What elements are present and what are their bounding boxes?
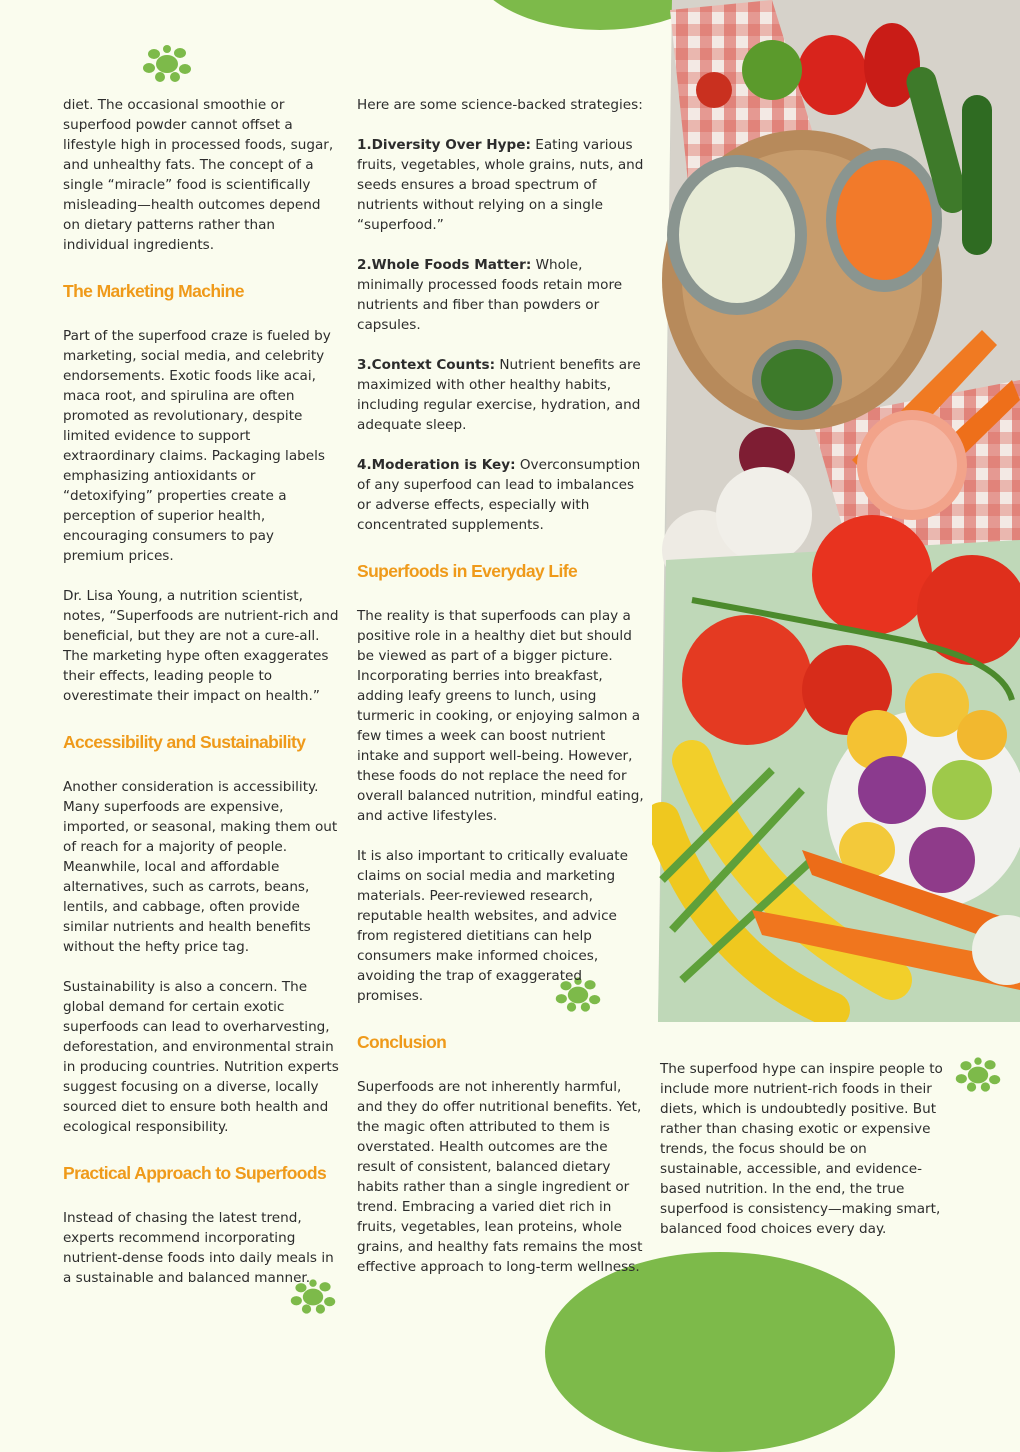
paragraph: The superfood hype can inspire people to include more nutrient-rich foods in their diets, which is undoubtedly positive. But rather than chasing exotic or expensive trends, the focus should be on sustainable, accessible, and evidence-based nutrition. In the end, the true superfood is consistency—making smart, balanced food choices every day.: [660, 1061, 943, 1237]
paragraph: diet. The occasional smoothie or superfood powder cannot offset a lifestyle high in processed foods, sugar, and unhealthy fats. The concept of a single “miracle” food is scientifically misleading—health outcomes depend on dietary patterns rather than individual ingredients.: [63, 97, 334, 253]
list-item: 1.Diversity Over Hype: Eating various fruits, vegetables, whole grains, nuts, and seeds ensures a broad spectrum of nutrients without relying on a single “superfood.”: [357, 137, 644, 233]
vegetables-illustration: [652, 0, 1020, 1022]
paragraph: Here are some science-backed strategies:: [357, 97, 643, 113]
paragraph: It is also important to critically evaluate claims on social media and marketing materials. Peer-reviewed research, reputable health websites, and advice from registered dietitians can help consumers make informed choices, avoiding the trap of exaggerated promises.: [357, 848, 628, 1004]
paragraph: Instead of chasing the latest trend, experts recommend incorporating nutrient-dense foods into daily meals in a sustainable and balanced manner.: [63, 1210, 334, 1286]
paragraph: The reality is that superfoods can play a positive role in a healthy diet but should be viewed as part of a bigger picture. Incorporating berries into breakfast, adding leafy greens to lunch, using turmeric in cooking, or enjoying salmon a few times a week can boost nutrient intake and support well-being. However, these foods do not replace the need for overall balanced nutrition, mindful eating, and active lifestyles.: [357, 608, 644, 824]
leaf-splat-icon: [953, 1056, 1003, 1094]
section-heading-marketing: The Marketing Machine: [63, 281, 244, 301]
paragraph: Part of the superfood craze is fueled by marketing, social media, and celebrity endorsements. Exotic foods like acai, maca root, and spirulina are often promoted as revolutionary, despite limited evidence to support extraordinary claims. Packaging labels emphasizing antioxidants or “detoxifying” properties create a perception of superior health, encouraging consumers to pay premium prices.: [63, 328, 331, 564]
section-heading-practical: Practical Approach to Superfoods: [63, 1163, 327, 1183]
bottom-green-arc: [545, 1252, 895, 1452]
vegetables-photo: [652, 0, 1020, 1022]
strategy-list: [357, 135, 647, 535]
list-item: 2.Whole Foods Matter: Whole, minimally processed foods retain more nutrients and fiber than powders or capsules.: [357, 257, 623, 333]
paragraph: Sustainability is also a concern. The global demand for certain exotic superfoods can lead to overharvesting, deforestation, and environmental strain in producing countries. Nutrition experts suggest focusing on a diverse, locally sourced diet to ensure both health and ecological responsibility.: [63, 979, 339, 1135]
section-heading-accessibility: Accessibility and Sustainability: [63, 732, 306, 752]
paragraph: Superfoods are not inherently harmful, and they do offer nutritional benefits. Yet, the magic often attributed to them is overstated. Health outcomes are the result of consistent, balanced dietary habits rather than a single ingredient or trend. Embracing a varied diet rich in fruits, vegetables, lean proteins, whole grains, and healthy fats remains the most effective approach to long-term wellness.: [357, 1079, 643, 1275]
leaf-splat-icon: [140, 44, 194, 84]
article-column-3: [660, 1059, 952, 1239]
article-column-2: [357, 95, 647, 1277]
list-item: 3.Context Counts: Nutrient benefits are maximized with other healthy habits, including regular exercise, hydration, and adequate sleep.: [357, 357, 641, 433]
paragraph: Another consideration is accessibility. Many superfoods are expensive, imported, or seasonal, making them out of reach for a majority of people. Meanwhile, local and affordable alternatives, such as carrots, beans, lentils, and cabbage, often provide similar nutrients and health benefits without the hefty price tag.: [63, 779, 338, 955]
list-item: 4.Moderation is Key: Overconsumption of any superfood can lead to imbalances or adverse effects, especially with concentrated supplements.: [357, 457, 641, 533]
article-column-1: [63, 95, 339, 1288]
section-heading-everyday: Superfoods in Everyday Life: [357, 561, 578, 581]
section-heading-conclusion: Conclusion: [357, 1032, 447, 1052]
paragraph: Dr. Lisa Young, a nutrition scientist, notes, “Superfoods are nutrient-rich and beneficial, but they are not a cure-all. The marketing hype often exaggerates their effects, leading people to overestimate their impact on health.”: [63, 588, 339, 704]
